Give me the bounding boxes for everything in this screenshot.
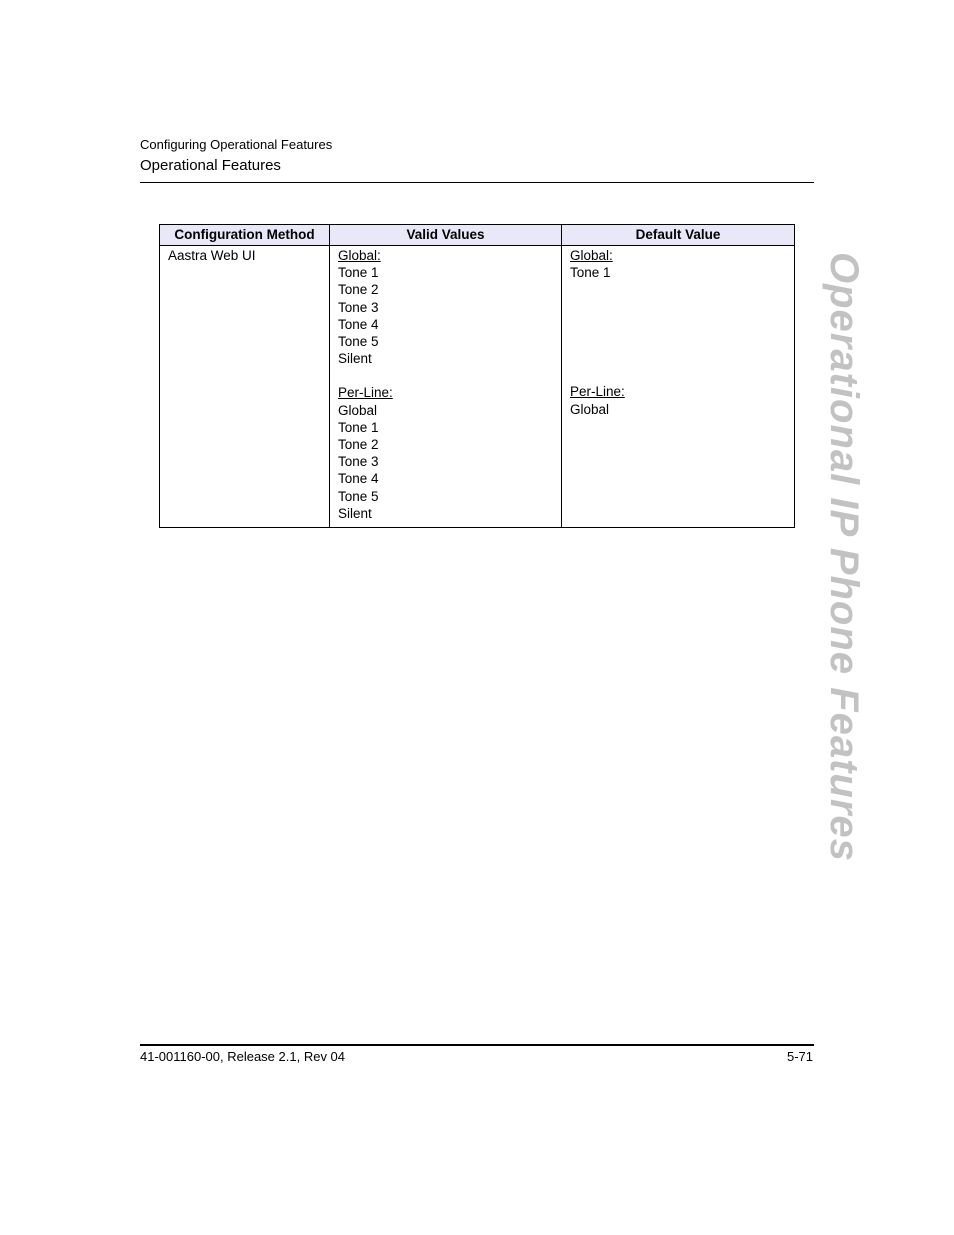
chapter-side-tab: Operational IP Phone Features <box>822 252 866 862</box>
running-header-chapter: Configuring Operational Features <box>140 137 333 152</box>
config-table-wrapper <box>159 224 795 528</box>
footer-page-number: 5-71 <box>786 1049 813 1064</box>
col-header-method: Configuration Method <box>160 225 330 246</box>
running-header-section: Operational Features <box>140 157 281 174</box>
spacer <box>570 366 794 383</box>
valid-perline-value: Global <box>338 402 378 418</box>
valid-global-value: Tone 3 <box>338 299 379 315</box>
default-perline-value: Global <box>570 401 610 417</box>
valid-global-value: Tone 5 <box>338 334 379 350</box>
valid-perline-value: Tone 1 <box>338 419 379 435</box>
default-perline-label: Per-Line: <box>570 384 625 400</box>
spacer <box>570 332 794 349</box>
valid-global-label: Global: <box>338 248 381 263</box>
spacer <box>570 315 794 332</box>
cell-valid-values <box>330 246 562 528</box>
default-global-value: Tone 1 <box>570 265 611 281</box>
valid-perline-value: Tone 4 <box>338 471 379 487</box>
spacer <box>570 349 794 366</box>
cell-default-value <box>562 246 795 528</box>
col-header-valid-values: Valid Values <box>330 225 562 246</box>
valid-perline-value: Tone 5 <box>338 488 379 504</box>
spacer <box>338 367 561 384</box>
valid-global-value: Tone 4 <box>338 316 379 332</box>
valid-global-value: Tone 2 <box>338 282 379 298</box>
footer-doc-id: 41-001160-00, Release 2.1, Rev 04 <box>140 1049 346 1064</box>
valid-global-value: Silent <box>338 351 372 367</box>
cell-method <box>160 246 330 528</box>
footer-rule <box>140 1044 814 1046</box>
valid-perline-value: Tone 3 <box>338 454 379 470</box>
header-rule <box>140 182 814 183</box>
valid-perline-value: Tone 2 <box>338 437 379 453</box>
valid-perline-label: Per-Line: <box>338 385 393 401</box>
valid-global-value: Tone 1 <box>338 265 379 281</box>
spacer <box>570 281 794 298</box>
method-value: Aastra Web UI <box>168 248 256 263</box>
config-table <box>159 224 795 528</box>
col-header-default-value: Default Value <box>562 225 795 246</box>
table-header-row <box>160 225 795 246</box>
default-global-label: Global: <box>570 248 613 263</box>
table-row <box>160 246 795 528</box>
spacer <box>570 298 794 315</box>
valid-perline-value: Silent <box>338 505 372 521</box>
